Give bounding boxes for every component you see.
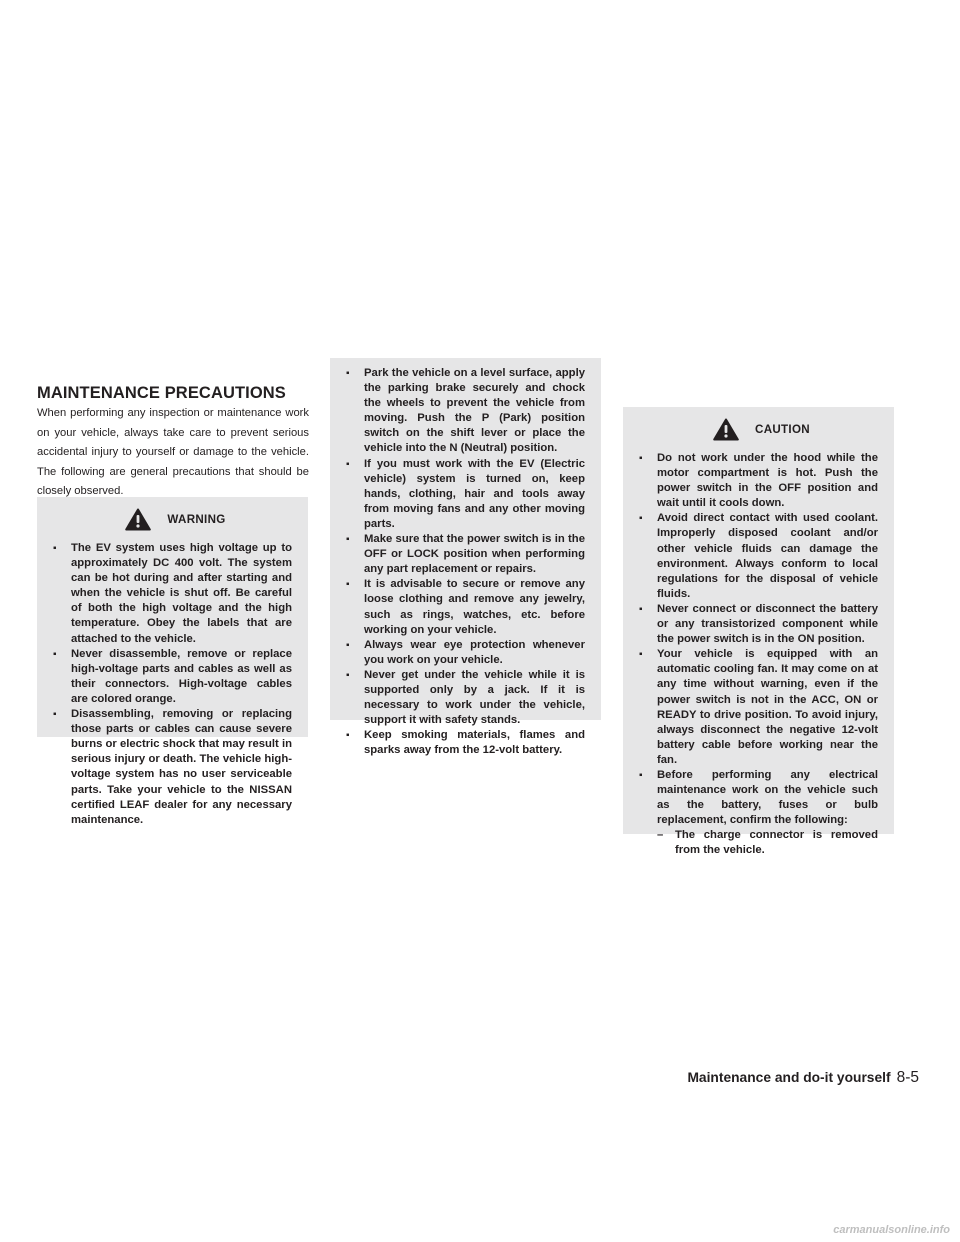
warning-label: WARNING xyxy=(167,512,226,526)
section-title: MAINTENANCE PRECAUTIONS xyxy=(37,384,286,402)
caution-header xyxy=(639,407,878,451)
sub-item-dash: – xyxy=(657,829,664,842)
list-item: ▪ Do not work under the hood while the motor compartment is hot. Push the power switch in the OFF position and wait until it cools down. xyxy=(639,451,878,511)
intro-paragraph: When performing any inspection or maintenance work on your vehicle, always take care to prevent serious accidental injury to yourself or damage to the vehicle. The following are general precautions that should be closely observed. xyxy=(37,407,309,498)
warning-header xyxy=(53,497,292,541)
sub-item-text: The charge connector is removed from the vehicle. xyxy=(675,829,878,857)
warning-triangle-icon xyxy=(125,508,151,531)
list-item: ▪ Never get under the vehicle while it is supported only by a jack. If it is necessary to work under the vehicle, support it with safety stands. xyxy=(346,668,585,728)
page-footer xyxy=(687,1069,919,1087)
list-item: ▪ Park the vehicle on a level surface, apply the parking brake securely and chock the wheels to prevent the vehicle from moving. Push the P (Park) position switch on the shift lever or place the vehicle into the N (Neutral) position. xyxy=(346,366,585,457)
caution-box xyxy=(623,407,894,857)
list-item-text: Before performing any electrical maintenance work on the vehicle such as the battery, fuses or bulb replacement, confirm the following: xyxy=(657,768,878,827)
caution-triangle-icon xyxy=(713,418,739,441)
list-item: ▪ The EV system uses high voltage up to approximately DC 400 volt. The system can be hot during and after starting and when the vehicle is shut off. Be careful of both the high voltage and the high temperature. Obey the labels that are attached to the vehicle. xyxy=(53,541,292,647)
footer-section-title: Maintenance and do-it yourself xyxy=(687,1070,891,1085)
list-item: ▪ Make sure that the power switch is in the OFF or LOCK position when performing any part replacement or repairs. xyxy=(346,532,585,577)
list-item: ▪ Avoid direct contact with used coolant. Improperly disposed coolant and/or other vehicle fluids can damage the environment. Always conform to local regulations for the disposal of vehicle fluids. xyxy=(639,511,878,602)
list-item xyxy=(639,768,878,859)
list-item: ▪ Disassembling, removing or replacing those parts or cables can cause severe burns or electric shock that may result in serious injury or death. The vehicle high-voltage system has no user serviceable parts. Take your vehicle to the NISSAN certified LEAF dealer for any necessary maintenance. xyxy=(53,707,292,828)
list-item: ▪ If you must work with the EV (Electric vehicle) system is turned on, keep hands, clothing, hair and tools away from moving fans and any other moving parts. xyxy=(346,457,585,532)
watermark: carmanualsonline.info xyxy=(833,1224,950,1236)
warning-box xyxy=(37,497,308,826)
list-item: ▪ Never connect or disconnect the battery or any transistorized component while the power switch is in the ON position. xyxy=(639,602,878,647)
page-number: 8-5 xyxy=(896,1069,919,1086)
general-precautions-box xyxy=(330,358,601,757)
list-item: ▪ Always wear eye protection whenever you work on your vehicle. xyxy=(346,638,585,668)
warning-list xyxy=(53,541,292,828)
caution-label: CAUTION xyxy=(755,422,810,436)
caution-list xyxy=(639,451,878,859)
list-item: ▪ Never disassemble, remove or replace high-voltage parts and cables as well as their connectors. High-voltage cables are colored orange. xyxy=(53,647,292,707)
list-item: ▪ Keep smoking materials, flames and sparks away from the 12-volt battery. xyxy=(346,728,585,758)
list-item: ▪ Your vehicle is equipped with an automatic cooling fan. It may come on at any time without warning, even if the power switch is not in the ACC, ON or READY to drive position. To avoid injury, always disconnect the negative 12-volt battery cable before working near the fan. xyxy=(639,647,878,768)
list-item: ▪ It is advisable to secure or remove any loose clothing and remove any jewelry, such as rings, watches, etc. before working on your vehicle. xyxy=(346,577,585,637)
sub-item xyxy=(657,828,878,858)
general-list xyxy=(346,366,585,758)
